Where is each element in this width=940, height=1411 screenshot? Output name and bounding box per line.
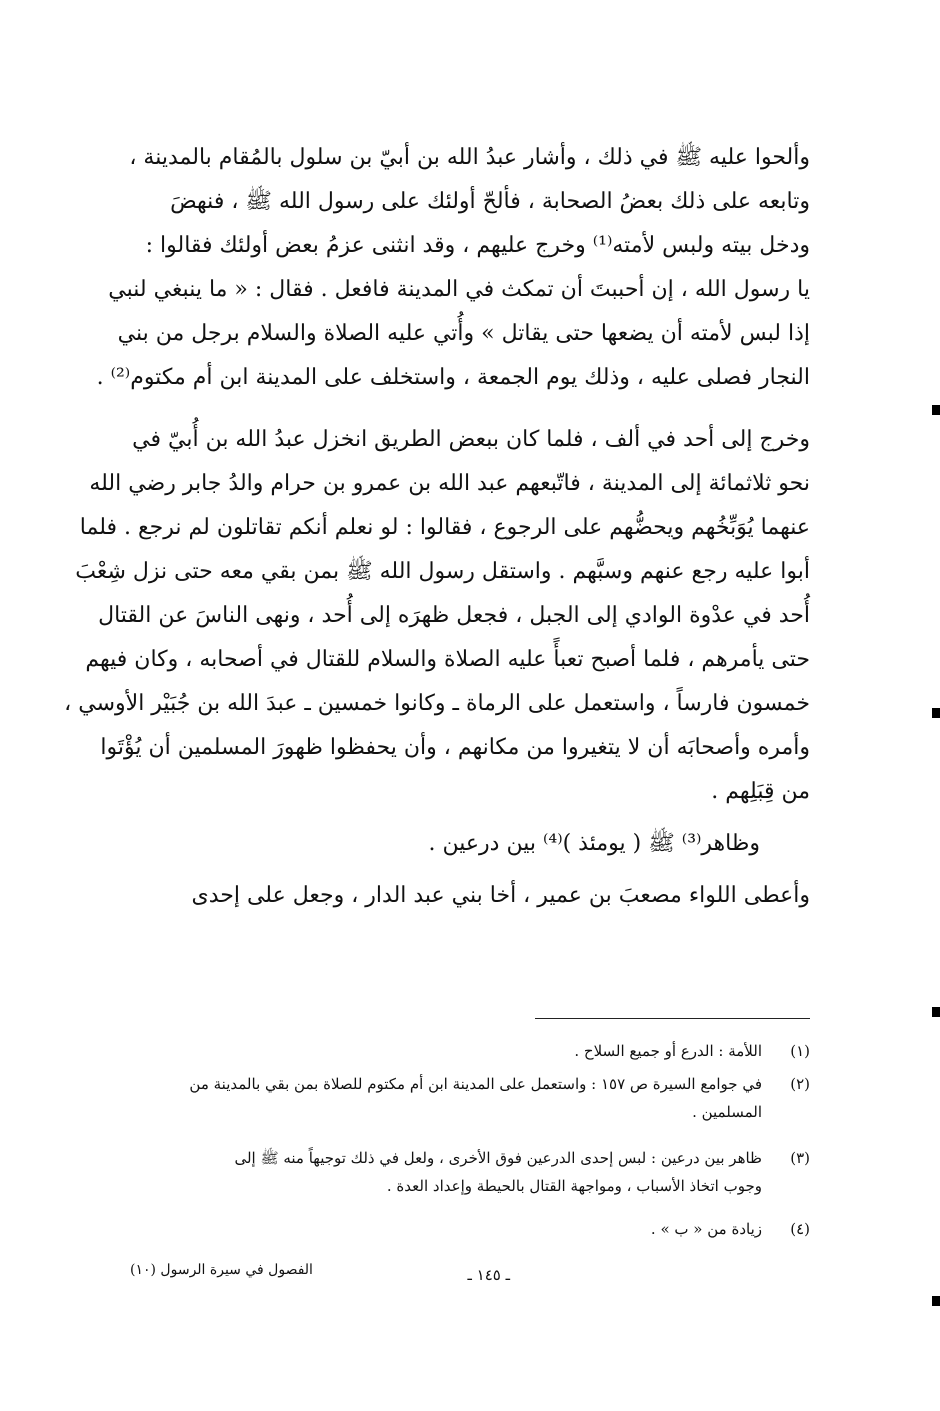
text-line: وأعطى اللواء مصعبَ بن عمير ، أخا بني عبد الدار ، وجعل على إحدى xyxy=(191,883,810,908)
footnote-3 xyxy=(130,1147,810,1197)
main-text xyxy=(64,142,810,924)
page-edge-mark xyxy=(932,708,940,718)
footnote-text: اللأمة : الدرع أو جميع السلاح . xyxy=(574,1042,762,1060)
footnote-text: المسلمين . xyxy=(692,1103,762,1121)
paragraph-4 xyxy=(130,880,810,924)
page-edge-mark xyxy=(932,1296,940,1306)
page-number: ـ ١٤٥ ـ xyxy=(467,1266,510,1284)
footnote-2 xyxy=(130,1073,810,1123)
text-line: ودخل بيته ولبس لأمته⁽¹⁾ وخرج عليهم ، وقد انثنى عزمُ بعض أولئك فقالوا : xyxy=(145,233,810,258)
text-line: وأمره وأصحابَه أن لا يتغيروا من مكانهم ، وأن يحفظوا ظهورَ المسلمين أن يُؤْتَوا xyxy=(100,735,810,760)
text-line: أُحد في عدْوة الوادي إلى الجبل ، فجعل ظهرَه إلى أُحد ، ونهى الناسَ عن القتال xyxy=(98,603,810,628)
text-line: من قِبَلِهم . xyxy=(711,779,810,804)
paragraph-1 xyxy=(96,142,810,406)
text-line: أبوا عليه رجع عنهم وسبَّهم . واستقل رسول الله ﷺ بمن بقي معه حتى نزل شِعْبَ xyxy=(75,559,810,584)
text-line: وخرج إلى أحد في ألف ، فلما كان ببعض الطريق انخزل عبدُ الله بن أُبيّ في xyxy=(132,427,810,452)
book-title: الفصول في سيرة الرسول (١٠) xyxy=(130,1262,313,1278)
text-line: حتى يأمرهم ، فلما أصبح تعبأً عليه الصلاة والسلام للقتال في أصحابه ، وكان فيهم xyxy=(85,647,810,672)
text-line: النجار فصلى عليه ، وذلك يوم الجمعة ، واستخلف على المدينة ابن أم مكتوم⁽²⁾ . xyxy=(96,365,810,390)
footnote-4 xyxy=(130,1218,810,1240)
footnote-number: (٤) xyxy=(790,1220,810,1238)
footnote-number: (٢) xyxy=(790,1075,810,1093)
text-line: وألحوا عليه ﷺ في ذلك ، وأشار عبدُ الله بن أبيّ بن سلول بالمُقام بالمدينة ، xyxy=(129,145,810,170)
text-line: خمسون فارساً ، واستعمل على الرماة ـ وكانوا خمسين ـ عبدَ الله بن جُبَيْر الأوسي ، xyxy=(64,691,810,716)
text-line: نحو ثلاثمائة إلى المدينة ، فاتّبعهم عبد الله بن عمرو بن حرام والدُ جابر رضي الله xyxy=(89,471,810,496)
paragraph-3 xyxy=(130,828,810,872)
text-line: وظاهر⁽³⁾ ﷺ ( يومئذ )⁽⁴⁾ بين درعين . xyxy=(428,831,760,856)
footnote-separator xyxy=(535,1018,810,1019)
text-line: عنهما يُوَبِّخُهم ويحضُّهم على الرجوع ، فقالوا : لو نعلم أنكم تقاتلون لم نرجع . فلما xyxy=(79,515,810,540)
page-edge-mark xyxy=(932,405,940,415)
footnote-text: وجوب اتخاذ الأسباب ، ومواجهة القتال بالحيطة وإعداد العدة . xyxy=(386,1177,762,1195)
footnote-text: زيادة من « ب » . xyxy=(650,1220,762,1238)
footnote-text: ظاهر بين درعين : لبس إحدى الدرعين فوق الأخرى ، ولعل في ذلك توجيهاً منه ﷺ إلى xyxy=(234,1149,762,1167)
text-line: وتابعه على ذلك بعضُ الصحابة ، فألحّ أولئك على رسول الله ﷺ ، فنهضَ xyxy=(170,189,810,214)
footnote-number: (١) xyxy=(790,1042,810,1060)
footnote-text: في جوامع السيرة ص ١٥٧ : واستعمل على المدينة ابن أم مكتوم للصلاة بمن بقي بالمدينة من xyxy=(189,1075,762,1093)
page-footer xyxy=(0,1262,940,1286)
footnote-number: (٣) xyxy=(790,1149,810,1167)
footnote-1 xyxy=(130,1040,810,1062)
page-edge-mark xyxy=(932,1007,940,1017)
text-line: إذا لبس لأمته أن يضعها حتى يقاتل » وأُتي عليه الصلاة والسلام برجل من بني xyxy=(117,321,810,346)
paragraph-2 xyxy=(64,424,810,820)
text-line: يا رسول الله ، إن أحببتَ أن تمكث في المدينة فافعل . فقال : « ما ينبغي لنبي xyxy=(108,277,810,302)
